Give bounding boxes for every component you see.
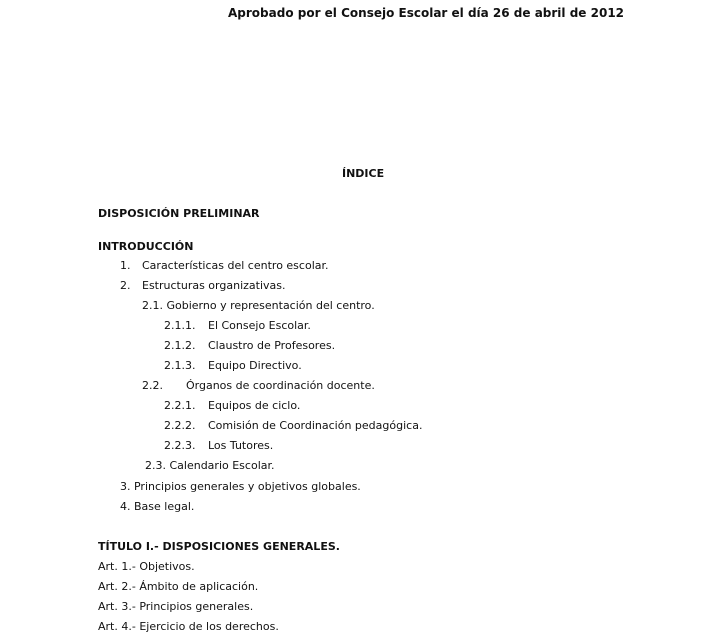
toc-item-2-1: 2.1. Gobierno y representación del centro. [142, 299, 375, 312]
toc-item-1: 1. Características del centro escolar. [120, 259, 329, 272]
article-1: Art. 1.- Objetivos. [98, 560, 195, 573]
toc-item-2-2: 2.2. Órganos de coordinación docente. [142, 379, 375, 392]
toc-item-2-2-1: 2.2.1. Equipos de ciclo. [164, 399, 301, 412]
toc-item-2-1-2: 2.1.2. Claustro de Profesores. [164, 339, 336, 352]
article-4: Art. 4.- Ejercicio de los derechos. [98, 620, 279, 633]
section-titulo-1: TÍTULO I.- DISPOSICIONES GENERALES. [98, 540, 340, 553]
index-title: ÍNDICE [342, 167, 385, 180]
toc-item-2-2-2: 2.2.2. Comisión de Coordinación pedagógica. [164, 419, 423, 432]
toc-item-2-2-3: 2.2.3. Los Tutores. [164, 439, 274, 452]
article-2: Art. 2.- Ámbito de aplicación. [98, 580, 259, 593]
toc-item-4: 4. Base legal. [120, 500, 195, 513]
section-disposicion-preliminar: DISPOSICIÓN PRELIMINAR [98, 207, 260, 220]
section-introduccion: INTRODUCCIÓN [98, 240, 194, 253]
approval-note: Aprobado por el Consejo Escolar el día 26 de abril de 2012 [228, 6, 625, 20]
toc-item-2-1-1: 2.1.1. El Consejo Escolar. [164, 319, 311, 332]
toc-item-2: 2. Estructuras organizativas. [120, 279, 286, 292]
toc-item-2-1-3: 2.1.3. Equipo Directivo. [164, 359, 302, 372]
article-3: Art. 3.- Principios generales. [98, 600, 254, 613]
toc-item-2-3: 2.3. Calendario Escolar. [145, 459, 275, 472]
toc-item-3: 3. Principios generales y objetivos globales. [120, 480, 361, 493]
